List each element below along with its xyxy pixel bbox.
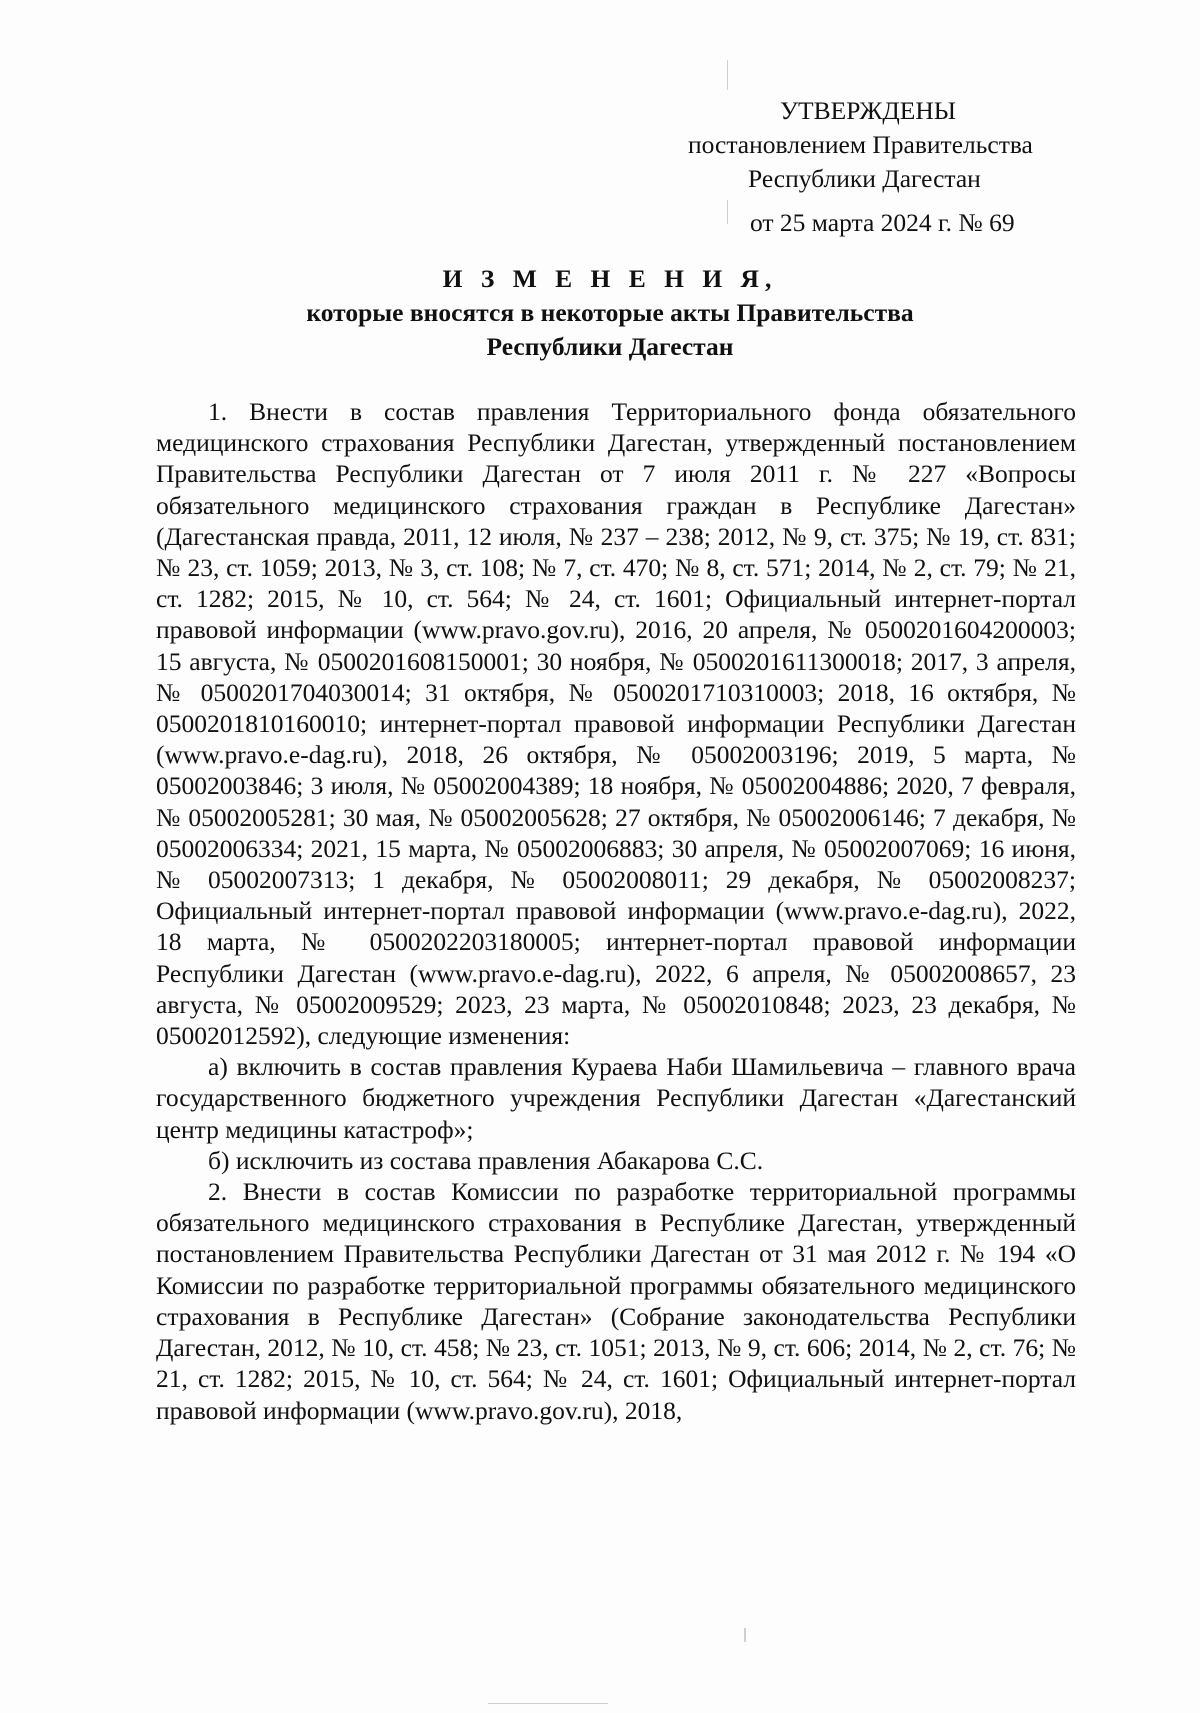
scan-artifact [727, 60, 728, 90]
heading-title: И З М Е Н Е Н И Я, [442, 264, 778, 293]
scan-artifact [488, 1703, 608, 1704]
heading-line-2: Республики Дагестан [486, 332, 734, 361]
paragraph-1a: а) включить в состав правления Кураева Наби Шамильевича – главного врача государственного бюджетного учреждения Республики Дагестан «Дагестанский центр медицины катастроф»; [156, 1052, 1076, 1144]
approval-line-1: постановлением Правительства [688, 130, 1033, 159]
heading-line-1: которые вносятся в некоторые акты Правительства [306, 298, 914, 327]
document-heading [150, 262, 1070, 364]
approval-date: от 25 марта 2024 г. № 69 [750, 208, 1015, 237]
approval-line-2: Республики Дагестан [748, 164, 981, 193]
paragraph-1: 1. Внести в состав правления Территориального фонда обязательного медицинского страхования Республики Дагестан, утвержденный постановлением Правительства Республики Дагестан от 7 июля 2011 г. № 227 «Вопросы обязательного медицинского страхования граждан в Республике Дагестан» (Дагестанская правда, 2011, 12 июля, № 237 – 238; 2012, № 9, ст. 375; № 19, ст. 831; № 23, ст. 1059; 2013, № 3, ст. 108; № 7, ст. 470; № 8, ст. 571; 2014, № 2, ст. 79; № 21, ст. 1282; 2015, № 10, ст. 564; № 24, ст. 1601; Официальный интернет-портал правовой информации (www.pravo.gov.ru), 2016, 20 апреля, № 0500201604200003; 15 августа, № 0500201608150001; 30 ноября, № 0500201611300018; 2017, 3 апреля, № 0500201704030014; 31 октября, № 0500201710310003; 2018, 16 октября, № 0500201810160010; интернет-портал правовой информации Республики Дагестан (www.pravo.e-dag.ru), 2018, 26 октября, № 05002003196; 2019, 5 марта, № 05002003846; 3 июля, № 05002004389; 18 ноября, № 05002004886; 2020, 7 февраля, № 05002005281; 30 мая, № 05002005628; 27 октября, № 05002006146; 7 декабря, № 05002006334; 2021, 15 марта, № 05002006883; 30 апреля, № 05002007069; 16 июня, № 05002007313; 1 декабря, № 05002008011; 29 декабря, № 05002008237; Официальный интернет-портал правовой информации (www.pravo.e-dag.ru), 2022, 18 марта, № 0500202203180005; интернет-портал правовой информации Республики Дагестан (www.pravo.e-dag.ru), 2022, 6 апреля, № 05002008657, 23 августа, № 05002009529; 2023, 23 марта, № 05002010848; 2023, 23 декабря, № 05002012592), следующие изменения: [156, 397, 1076, 1051]
scan-artifact [744, 1628, 746, 1642]
paragraph-2: 2. Внести в состав Комиссии по разработке территориальной программы обязательного медицинского страхования в Республике Дагестан, утвержденный постановлением Правительства Республики Дагестан от 31 мая 2012 г. № 194 «О Комиссии по разработке территориальной программы обязательного медицинского страхования в Республике Дагестан» (Собрание законодательства Республики Дагестан, 2012, № 10, ст. 458; № 23, ст. 1051; 2013, № 9, ст. 606; 2014, № 2, ст. 76; № 21, ст. 1282; 2015, № 10, ст. 564; № 24, ст. 1601; Официальный интернет-портал правовой информации (www.pravo.gov.ru), 2018, [156, 1177, 1076, 1425]
document-body [156, 396, 1076, 1426]
approval-block [600, 94, 1120, 240]
scan-artifact [727, 200, 728, 224]
approval-title: УТВЕРЖДЕНЫ [780, 96, 956, 125]
paragraph-1b: б) исключить из состава правления Абакарова С.С. [208, 1145, 764, 1175]
